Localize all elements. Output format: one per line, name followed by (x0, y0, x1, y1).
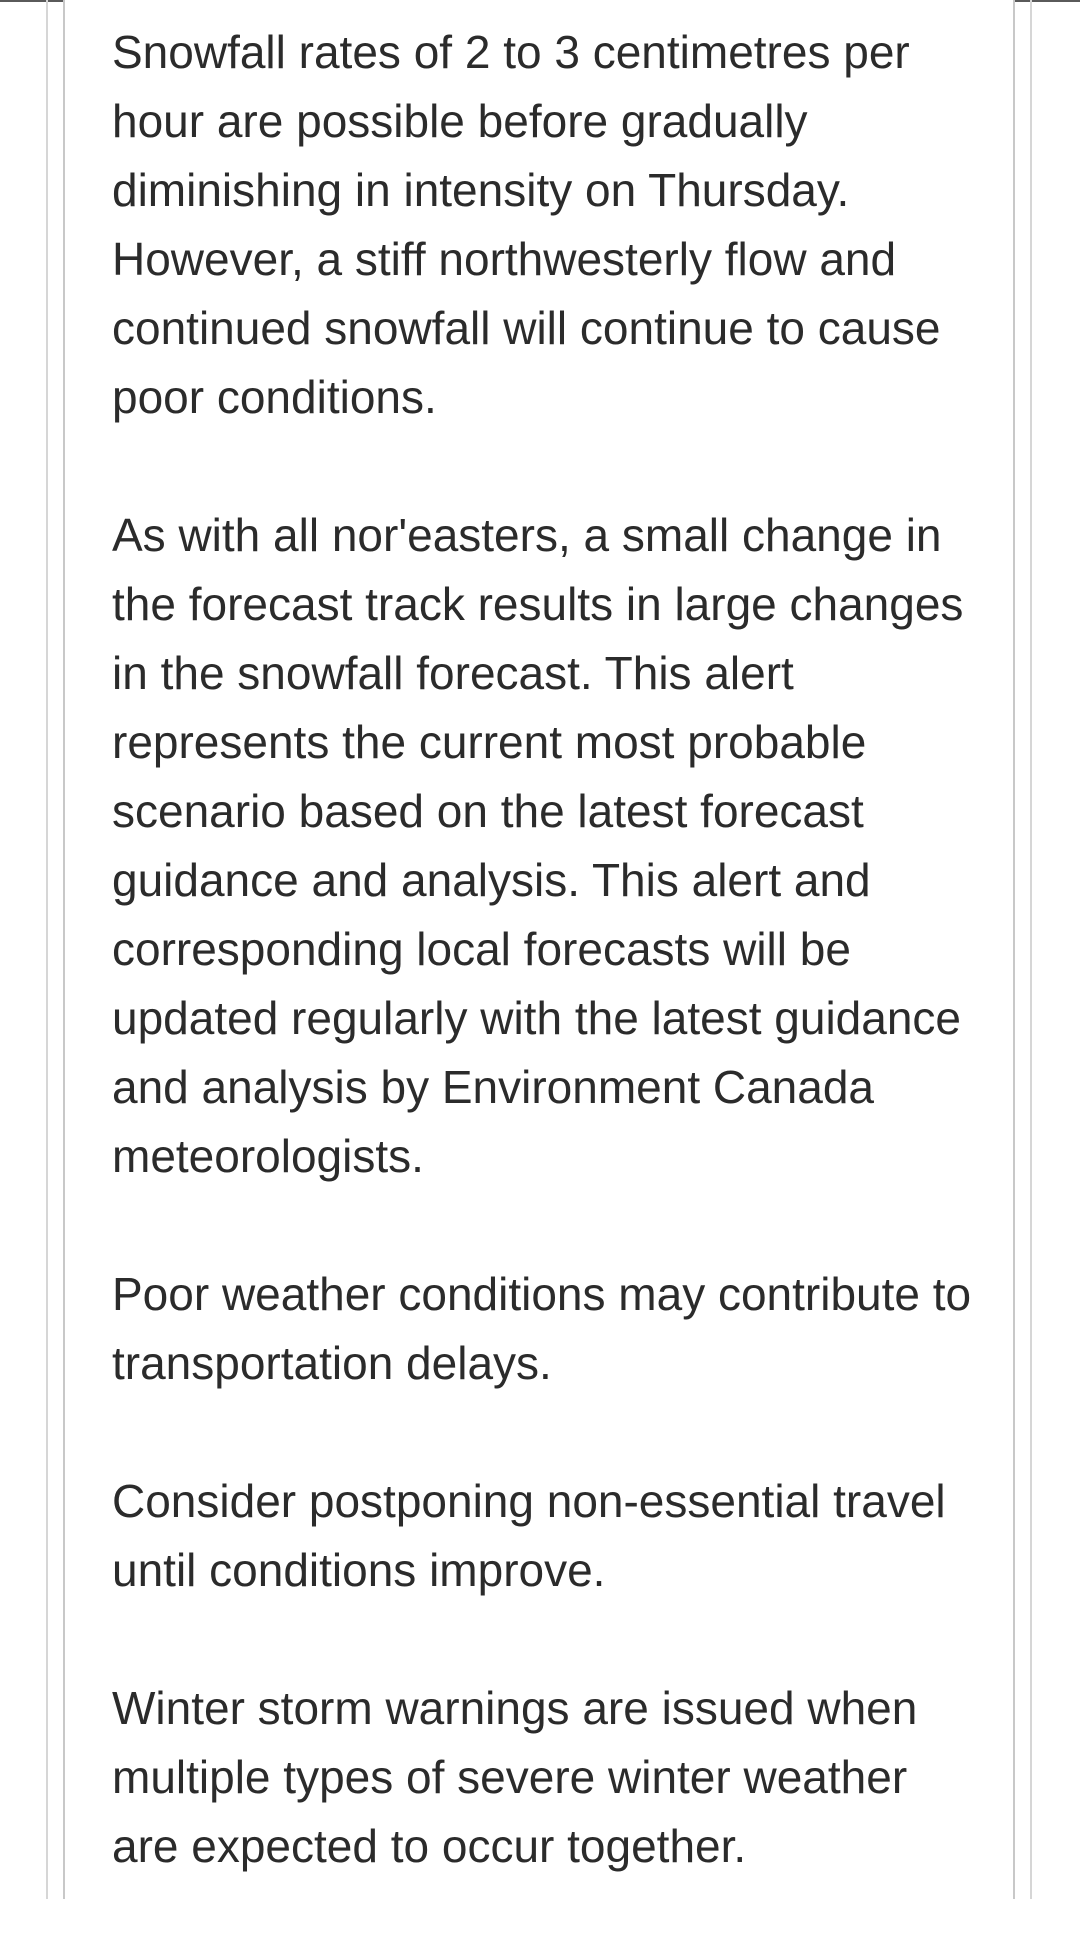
alert-paragraph-transportation-delays: Poor weather conditions may contribute to transportation delays. (112, 1268, 972, 1389)
alert-text-body (112, 18, 972, 1950)
alert-paragraph-forecast-uncertainty: As with all nor'easters, a small change in the forecast track results in large changes in the snowfall forecast. This alert represents the current most probable scenario based on the latest forecast guidance and analysis. This alert and corresponding local forecasts will be updated regularly with the latest guidance and analysis by Environment Canada meteorologists. (112, 509, 964, 1182)
alert-paragraph-snowfall-rates: Snowfall rates of 2 to 3 centimetres per hour are possible before gradually diminishing in intensity on Thursday. However, a stiff northwesterly flow and continued snowfall will continue to cause poor conditions. (112, 26, 941, 423)
alert-paragraph-travel-advice: Consider postponing non-essential travel until conditions improve. (112, 1475, 946, 1596)
alert-paragraph-warning-definition: Winter storm warnings are issued when multiple types of severe winter weather are expected to occur together. (112, 1682, 918, 1872)
